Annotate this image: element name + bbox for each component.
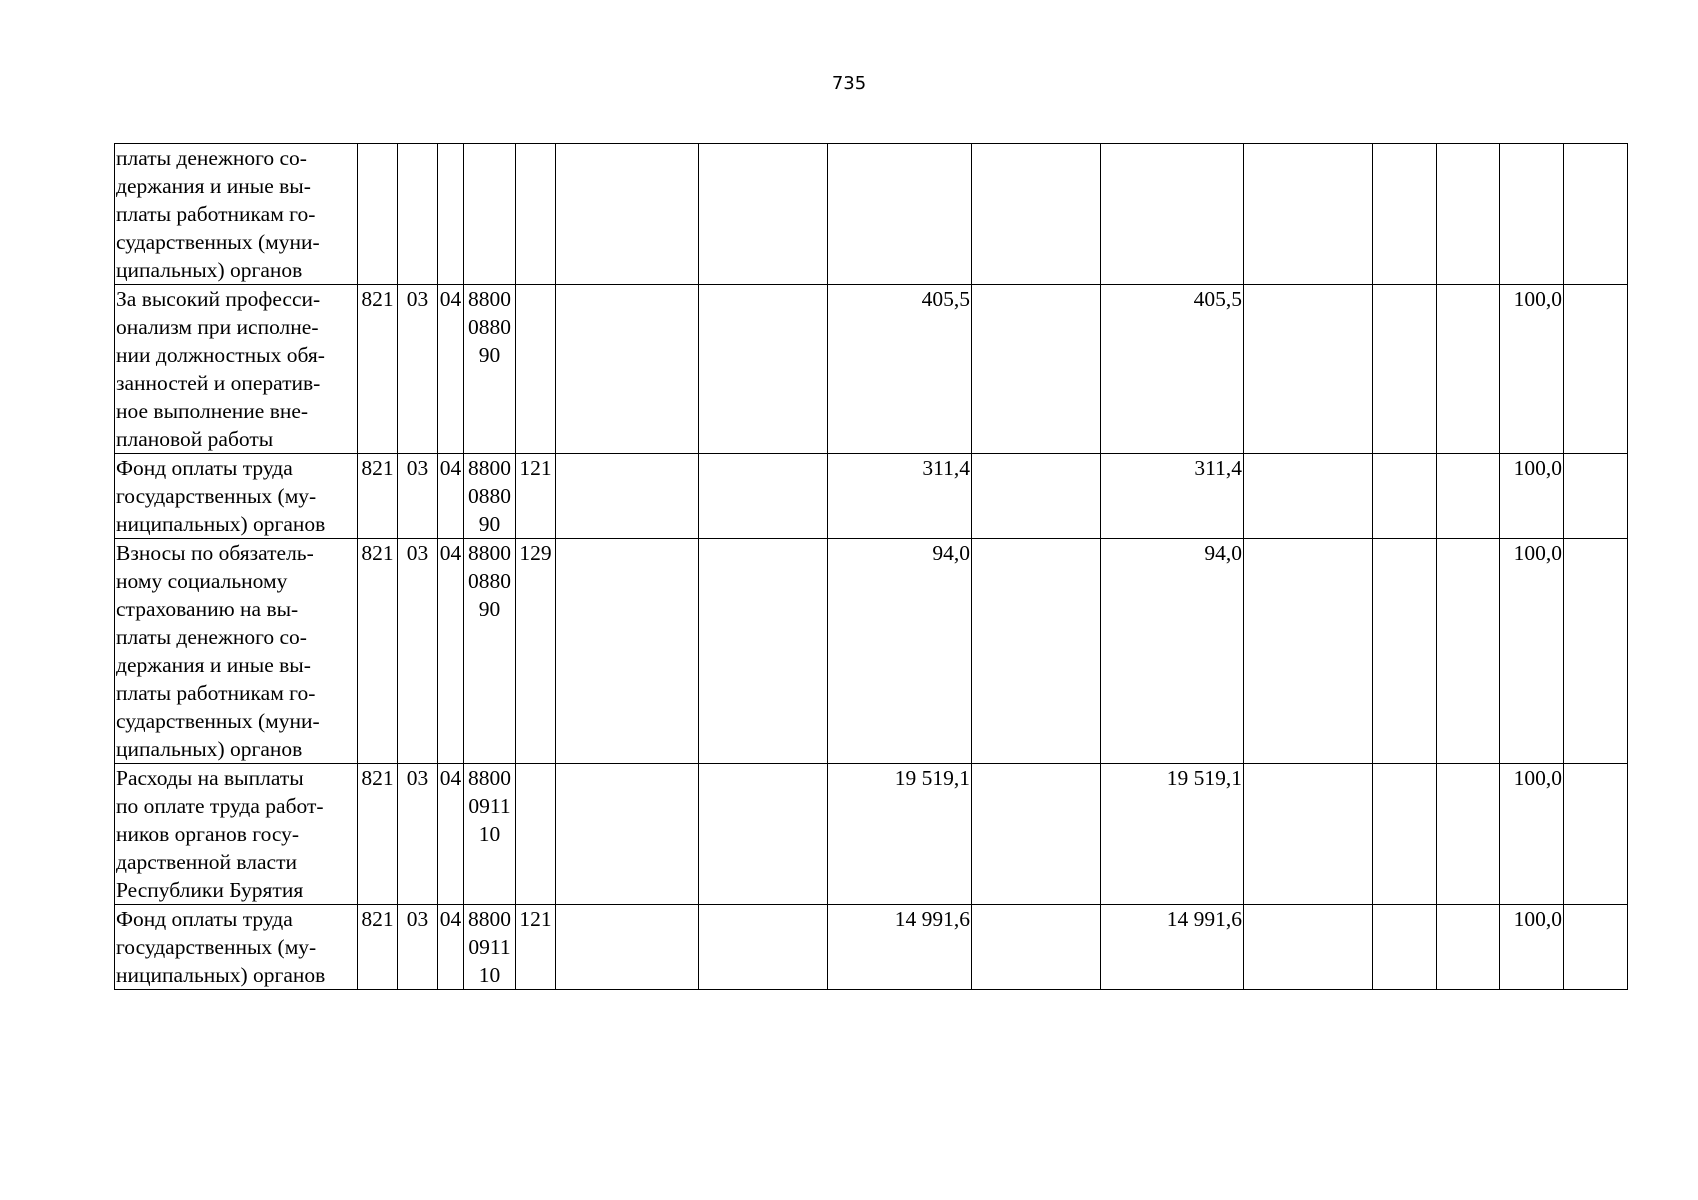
target-article-cell: 8800 0880 90 [464,539,516,764]
value-cell [1244,764,1373,905]
value-cell: 405,5 [828,285,972,454]
value-cell [699,539,828,764]
grbs-code-cell: 821 [358,905,398,990]
table-row [115,285,1628,454]
value-cell: 311,4 [828,454,972,539]
percent-cell [1500,144,1564,285]
value-cell [1244,144,1373,285]
value-cell: 19 519,1 [828,764,972,905]
value-cell [1437,764,1500,905]
value-cell [1373,144,1437,285]
value-cell [1437,905,1500,990]
percent-cell: 100,0 [1500,285,1564,454]
value-cell [556,764,699,905]
value-cell [1373,764,1437,905]
value-cell [699,454,828,539]
value-cell [1244,454,1373,539]
subsection-code-cell: 04 [438,539,464,764]
item-name-cell: Фонд оплаты труда государственных (му- ниципальных) органов [115,454,358,539]
grbs-code-cell [358,144,398,285]
value-cell [1437,285,1500,454]
table-row [115,539,1628,764]
expense-type-cell [516,764,556,905]
item-name-cell: Фонд оплаты труда государственных (му- ниципальных) органов [115,905,358,990]
value-cell [1564,144,1628,285]
value-cell [1101,144,1244,285]
percent-cell: 100,0 [1500,764,1564,905]
value-cell [972,539,1101,764]
value-cell [1373,454,1437,539]
subsection-code-cell: 04 [438,454,464,539]
table-row [115,144,1628,285]
grbs-code-cell: 821 [358,285,398,454]
value-cell [556,905,699,990]
value-cell: 14 991,6 [828,905,972,990]
subsection-code-cell: 04 [438,764,464,905]
page-number: 735 [831,73,867,94]
expense-type-cell [516,285,556,454]
value-cell [1564,905,1628,990]
item-name-cell: Взносы по обязатель- ному социальному страхованию на вы- платы денежного со- держания и иные вы- платы работникам го- сударственных (муни- ципальных) органов [115,539,358,764]
value-cell [699,144,828,285]
table-row [115,905,1628,990]
item-name-cell: Расходы на выплаты по оплате труда работ- ников органов госу- дарственной власти Республики Бурятия [115,764,358,905]
target-article-cell: 8800 0880 90 [464,285,516,454]
value-cell [1244,285,1373,454]
value-cell [556,539,699,764]
value-cell [1244,539,1373,764]
percent-cell: 100,0 [1500,905,1564,990]
percent-cell: 100,0 [1500,454,1564,539]
value-cell [556,285,699,454]
value-cell [556,144,699,285]
value-cell [1437,454,1500,539]
item-name-cell: За высокий професси- онализм при исполне- нии должностных обя- занностей и оператив- ное выполнение вне- плановой работы [115,285,358,454]
section-code-cell [398,144,438,285]
grbs-code-cell: 821 [358,454,398,539]
item-name-cell: платы денежного со- держания и иные вы- платы работникам го- сударственных (муни- ципальных) органов [115,144,358,285]
value-cell [699,764,828,905]
grbs-code-cell: 821 [358,764,398,905]
table-row [115,454,1628,539]
value-cell [1437,539,1500,764]
value-cell [1564,539,1628,764]
target-article-cell: 8800 0880 90 [464,454,516,539]
value-cell [1373,285,1437,454]
value-cell: 14 991,6 [1101,905,1244,990]
section-code-cell: 03 [398,905,438,990]
value-cell: 405,5 [1101,285,1244,454]
grbs-code-cell: 821 [358,539,398,764]
table-body [115,144,1628,990]
value-cell [556,454,699,539]
value-cell [1564,285,1628,454]
percent-cell: 100,0 [1500,539,1564,764]
subsection-code-cell: 04 [438,285,464,454]
value-cell [972,764,1101,905]
value-cell: 19 519,1 [1101,764,1244,905]
value-cell [1564,764,1628,905]
expense-type-cell: 121 [516,454,556,539]
target-article-cell: 8800 0911 10 [464,764,516,905]
value-cell [828,144,972,285]
expense-type-cell: 121 [516,905,556,990]
budget-table [114,143,1628,990]
value-cell [972,905,1101,990]
subsection-code-cell: 04 [438,905,464,990]
section-code-cell: 03 [398,454,438,539]
expense-type-cell: 129 [516,539,556,764]
value-cell: 94,0 [828,539,972,764]
value-cell [1373,905,1437,990]
target-article-cell [464,144,516,285]
value-cell [699,905,828,990]
value-cell: 94,0 [1101,539,1244,764]
value-cell [699,285,828,454]
value-cell [972,454,1101,539]
expense-type-cell [516,144,556,285]
target-article-cell: 8800 0911 10 [464,905,516,990]
value-cell: 311,4 [1101,454,1244,539]
subsection-code-cell [438,144,464,285]
value-cell [1373,539,1437,764]
value-cell [1244,905,1373,990]
value-cell [972,144,1101,285]
section-code-cell: 03 [398,764,438,905]
section-code-cell: 03 [398,539,438,764]
value-cell [972,285,1101,454]
value-cell [1437,144,1500,285]
value-cell [1564,454,1628,539]
table-row [115,764,1628,905]
section-code-cell: 03 [398,285,438,454]
